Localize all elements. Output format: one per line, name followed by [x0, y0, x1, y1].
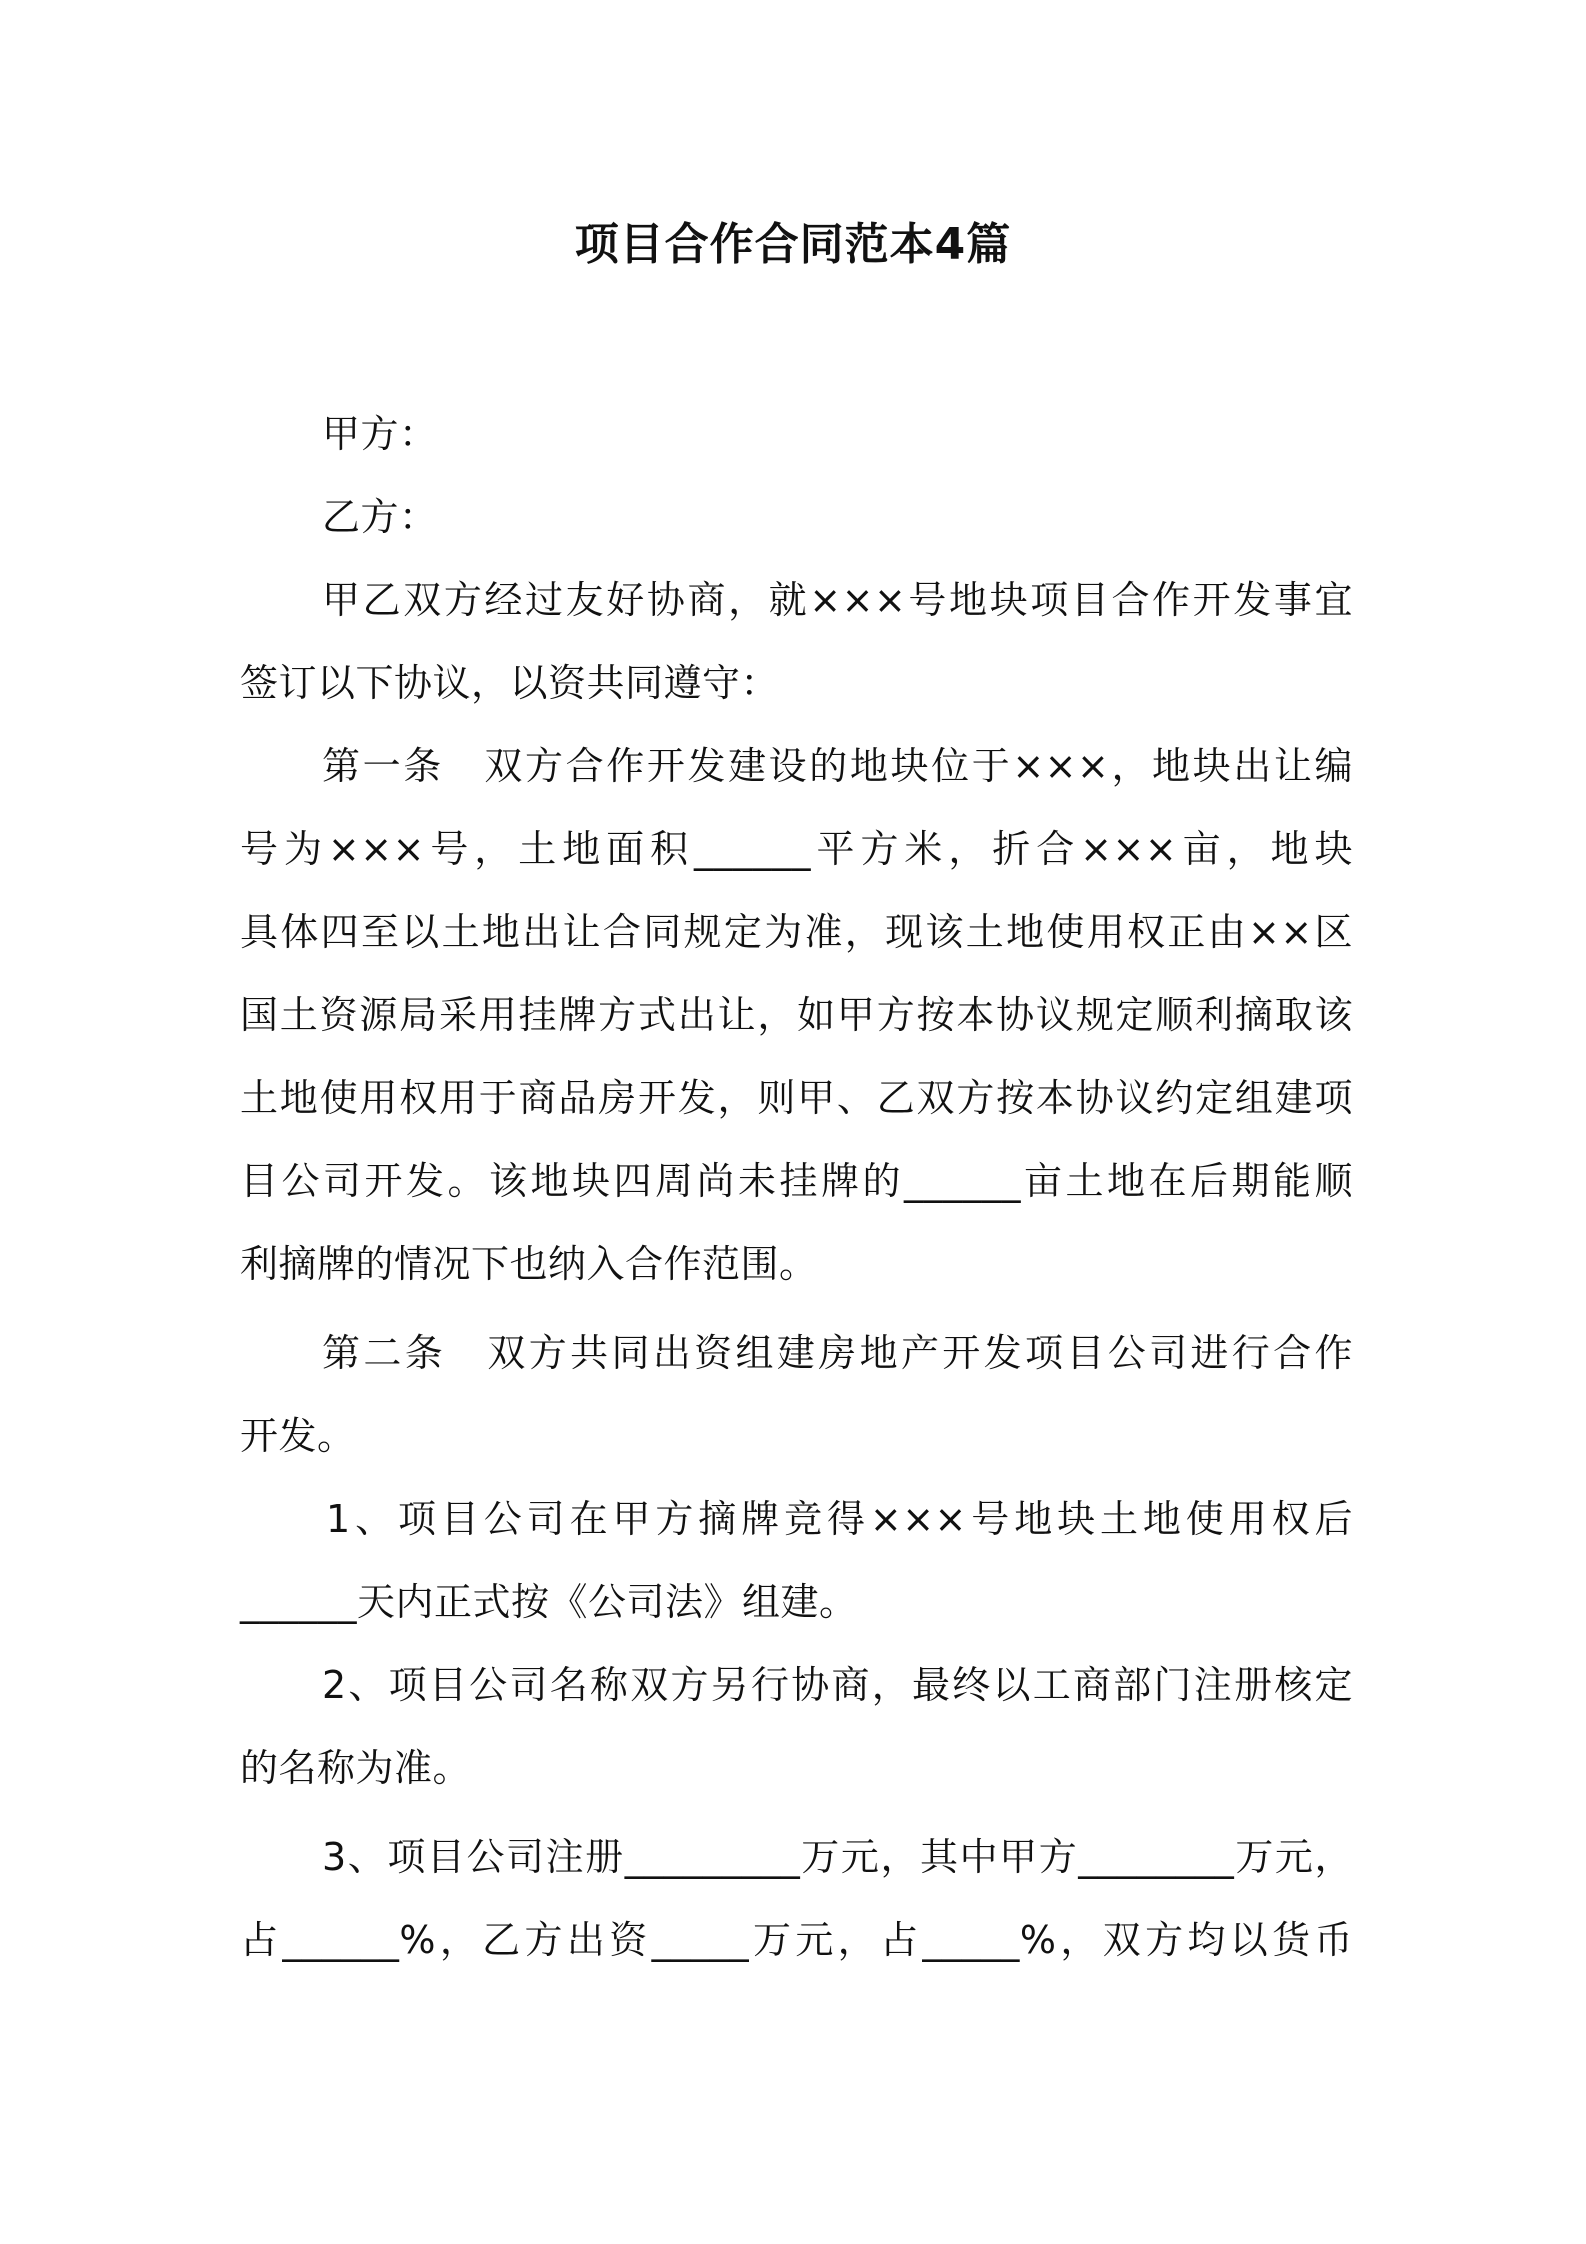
- item-3-line-1: 3、项目公司注册_________万元，其中甲方________万元，: [322, 1835, 1353, 1879]
- item-3-line-2: 占______%，乙方出资_____万元，占_____%，双方均以货币: [240, 1918, 1353, 1962]
- article-2-line-1: 第二条 双方共同出资组建房地产开发项目公司进行合作: [322, 1331, 1353, 1375]
- article-2-line-2: 开发。: [240, 1414, 356, 1458]
- item-2-line-2: 的名称为准。: [240, 1746, 472, 1790]
- party-a-line: 甲方：: [322, 412, 438, 456]
- article-1-line-4: 国土资源局采用挂牌方式出让，如甲方按本协议规定顺利摘取该: [240, 993, 1353, 1037]
- item-1-line-2: ______天内正式按《公司法》组建。: [240, 1580, 858, 1624]
- document-title: 项目合作合同范本4篇: [574, 219, 1012, 270]
- party-b-line: 乙方：: [322, 495, 438, 539]
- article-1-line-1: 第一条 双方合作开发建设的地块位于×××，地块出让编: [322, 744, 1353, 788]
- preamble-line-1: 甲乙双方经过友好协商，就×××号地块项目合作开发事宜: [322, 578, 1353, 622]
- item-1-line-1: 1、项目公司在甲方摘牌竞得×××号地块土地使用权后: [326, 1497, 1353, 1541]
- preamble-line-2: 签订以下协议，以资共同遵守：: [240, 661, 780, 705]
- article-1-line-2: 号为×××号，土地面积______平方米，折合×××亩，地块: [240, 827, 1353, 871]
- article-1-line-3: 具体四至以土地出让合同规定为准，现该土地使用权正由××区: [240, 910, 1353, 954]
- article-1-line-6: 目公司开发。该地块四周尚未挂牌的______亩土地在后期能顺: [240, 1159, 1353, 1203]
- article-1-line-7: 利摘牌的情况下也纳入合作范围。: [240, 1242, 818, 1286]
- article-1-line-5: 土地使用权用于商品房开发，则甲、乙双方按本协议约定组建项: [240, 1076, 1353, 1120]
- item-2-line-1: 2、项目公司名称双方另行协商，最终以工商部门注册核定: [322, 1663, 1353, 1707]
